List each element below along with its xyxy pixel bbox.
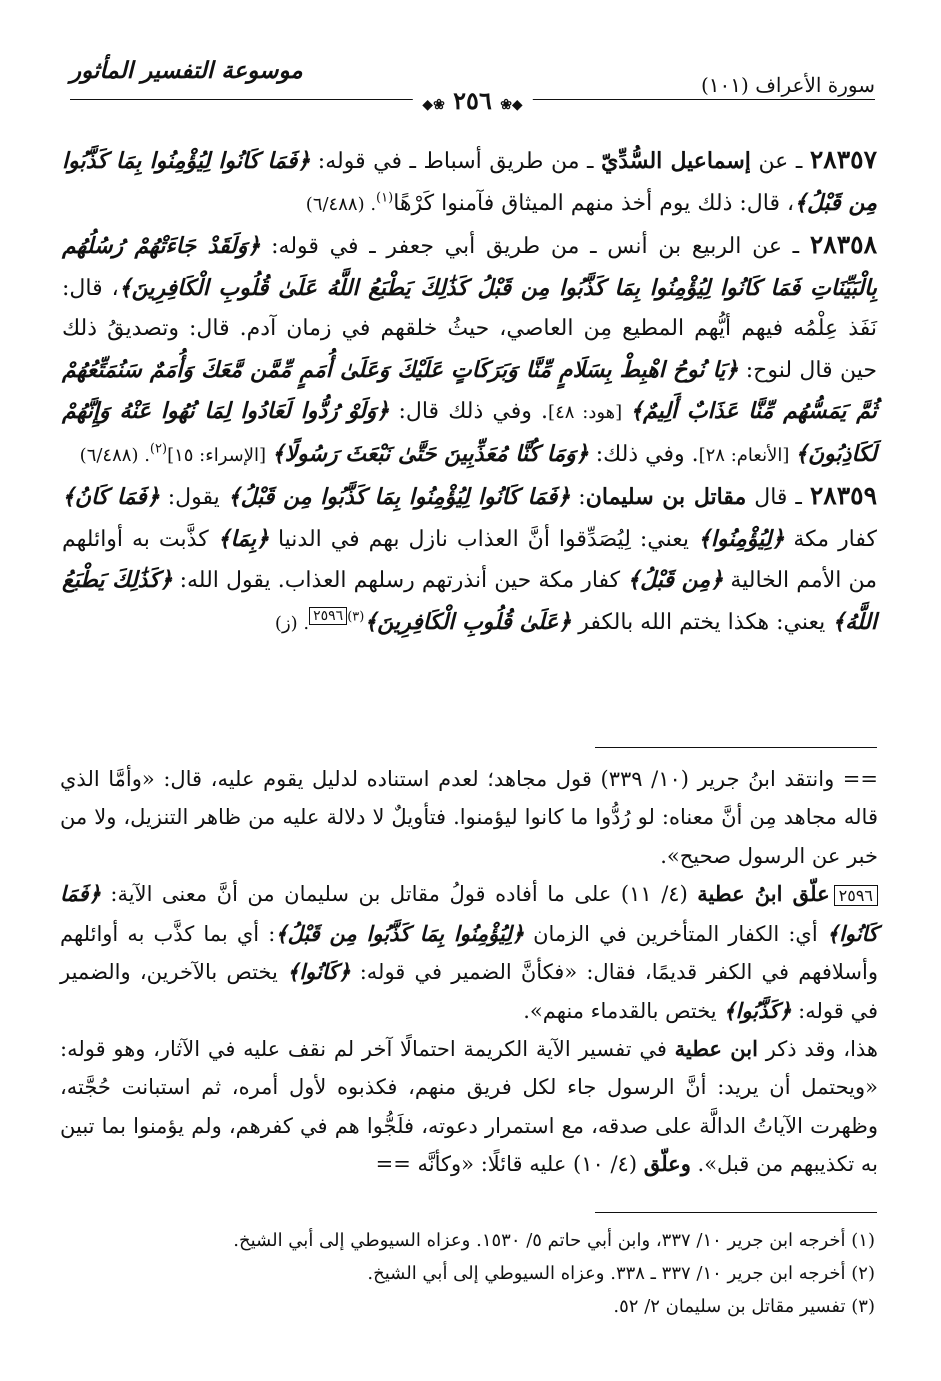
entry-number: ٢٨٣٥٧	[809, 145, 877, 174]
text: ـ قال	[746, 485, 810, 510]
text: يعني: هكذا يختم الله بالكفر	[571, 609, 833, 635]
entry-number: ٢٨٣٥٨	[809, 230, 878, 259]
commentary-notes	[60, 760, 878, 1183]
footnotes-divider	[595, 1212, 877, 1213]
footnote: (١) أخرجه ابن جرير ١٠/ ٣٣٧، وابن أبي حاتم ٥/ ١٥٣٠. وعزاه السيوطي إلى أبي الشيخ.	[233, 1230, 875, 1251]
quran-verse: ﴿كَذَّبُوا﴾	[723, 997, 792, 1023]
text: كفار مكة حين أنذرتهم رسلهم العذاب. يقول الله:	[172, 568, 628, 593]
text: في تفسير الآية الكريمة احتمالًا آخر لم نقف عليه في الآثار، وهو قوله: «ويحتمل أن يريد: أنَّ الرسول جاء لكل فريق منهم، فكذبوه لأول أمره، ثم استبانت حُجَّته، وظهرت الآياتُ الدالَّة على صدقه، مع استمرار دعوته، فلَجُّوا هم في كفرهم، ولم يؤمنوا بما تبين به تكذيبهم من قبل».	[60, 1037, 878, 1176]
surah-title: سورة الأعراف (١٠١)	[700, 73, 875, 97]
quran-verse: ﴿عَلَىٰ قُلُوبِ الْكَافِرِينَ﴾	[364, 608, 572, 635]
footnote-marker: (١)	[376, 190, 394, 206]
volume-reference: . (٦/٤٨٨)	[305, 193, 377, 215]
comment-box-number: ٢٥٩٦	[834, 885, 878, 906]
footnote-marker: (٣)	[347, 609, 365, 625]
ornament-icon: ❀◆	[422, 97, 445, 113]
volume-reference: . (ز)	[274, 612, 310, 634]
text: كفار مكة	[784, 526, 877, 552]
narrator-name: إسماعيل السُّدِّيّ	[601, 148, 751, 174]
text: ـ عن الربيع بن أنس ـ من طريق أبي جعفر ـ في قوله:	[260, 234, 810, 259]
text: كذَّبت به أوائلهم من الأمم الخالية	[62, 526, 878, 593]
entry-28358	[62, 225, 877, 476]
page-header	[70, 55, 875, 115]
footnote-marker: (٢)	[149, 441, 168, 457]
entry-number: ٢٨٣٥٩	[809, 481, 878, 510]
note-paragraph	[60, 875, 878, 1030]
text: : أي بما كذَّب به أوائلهم وأسلافهم في الكفر قديمًا، فقال: «فكأنَّ الضمير في قوله:	[60, 922, 879, 985]
text: يختص بالقدماء منهم».	[523, 998, 724, 1023]
quran-verse: ﴿لِيُؤْمِنُوا﴾	[697, 525, 785, 552]
text: . وفي ذلك:	[588, 441, 699, 467]
text: ـ من طريق أسباط ـ في قوله:	[310, 149, 602, 174]
text: وانتقد ابنُ جرير (١٠/ ٣٣٩) قول مجاهد؛ لعدم استناده لدليل يقوم عليه، قال: «وأمَّا الذي قاله مجاهد مِن أنَّ معناه: لو رُدُّوا ما كانوا ليؤمنوا. فتأويلٌ لا دلالة عليه من ظاهر التنزيل، ولا من خبر عن الرسول صحيح».	[60, 767, 878, 868]
quran-verse: ﴿وَلَوْ رُدُّوا لَعَادُوا لِمَا نُهُوا عَنْهُ وَإِنَّهُمْ لَكَاذِبُونَ﴾	[62, 398, 877, 467]
verse-reference: [هود: ٤٨]	[548, 402, 631, 423]
verse-reference: [الإسراء: ١٥]	[167, 444, 272, 466]
text: ، قال: نَفَذ عِلْمُه فيهم أيُّهم المطيع مِن العاصي، حيثُ خلقهم في زمان آدم. قال: وتصديقُ ذلك حين قال لنوح:	[62, 275, 877, 383]
quran-verse: ﴿يَا نُوحُ اهْبِطْ بِسَلَامٍ مِّنَّا وَبَرَكَاتٍ عَلَيْكَ وَعَلَىٰ أُمَمٍ مِّمَّن مَّعَكَ وَأُمَمٌ سَنُمَتِّعُهُمْ ثُمَّ يَمَسُّهُم مِّنَّا عَذَابٌ أَلِيمٌ﴾	[62, 356, 877, 424]
quran-verse: ﴿بِمَا﴾	[217, 525, 269, 552]
text: (٤/ ١٠) عليه قائلًا: «وكأنَّه ==	[375, 1151, 644, 1176]
comment-box-number: ٢٥٩٦	[309, 607, 347, 625]
quran-verse: ﴿وَلَقَدْ جَاءَتْهُمْ رُسُلُهُم بِالْبَيِّنَاتِ فَمَا كَانُوا لِيُؤْمِنُوا بِمَا كَذَّبُوا مِن قَبْلُ كَذَٰلِكَ يَطْبَعُ اللَّهُ عَلَىٰ قُلُوبِ الْكَافِرِينَ﴾	[62, 233, 877, 301]
text: علّق ابنُ عطية	[697, 880, 830, 906]
text: هذا، وقد ذكر	[757, 1037, 879, 1062]
quran-verse: ﴿فَمَا كَانُ﴾	[62, 484, 160, 510]
footnotes	[60, 1224, 875, 1323]
text: أي: الكفار المتأخرين في الزمان	[524, 922, 827, 947]
continuation-mark: ==	[834, 767, 878, 791]
footnote: (٣) تفسير مقاتل بن سليمان ٢/ ٥٢.	[613, 1296, 875, 1317]
text: ابن عطية	[674, 1036, 758, 1062]
main-text	[62, 140, 877, 644]
text: يقول:	[159, 485, 228, 510]
quran-verse: ﴿فَمَا كَانُوا﴾	[60, 880, 878, 947]
text: ـ عن	[750, 149, 810, 174]
quran-verse: ﴿فَمَا كَانُوا لِيُؤْمِنُوا بِمَا كَذَّبُوا مِن قَبْلُ﴾	[227, 484, 571, 510]
text: (٤/ ١١) على ما أفاده قولُ مقاتل بن سليمان من أنَّ معنى الآية:	[100, 881, 698, 906]
text: ، قال: ذلك يوم أخذ منهم الميثاق فآمنوا كَرْهًا	[393, 190, 795, 216]
entry-28359	[62, 476, 877, 644]
entry-28357	[62, 140, 877, 225]
narrator-name: مقاتل بن سليمان	[585, 484, 747, 510]
text: . وفي ذلك قال:	[389, 399, 549, 424]
footnote: (٢) أخرجه ابن جرير ١٠/ ٣٣٧ ـ ٣٣٨. وعزاه السيوطي إلى أبي الشيخ.	[367, 1263, 875, 1284]
text: :	[570, 485, 586, 510]
quran-verse: ﴿لِيُؤْمِنُوا بِمَا كَذَّبُوا مِن قَبْلُ﴾	[275, 921, 525, 947]
ornament-icon: ◆❀	[500, 97, 523, 113]
verse-reference: [الأنعام: ٢٨]	[698, 444, 796, 466]
note-paragraph	[60, 760, 878, 875]
text: يعني: لِيُصَدِّقوا أنَّ العذاب نازل بهم في الدنيا	[268, 526, 698, 552]
quran-verse: ﴿مِن قَبْلُ﴾	[627, 567, 724, 593]
notes-divider	[595, 747, 877, 748]
quran-verse: ﴿فَمَا كَانُوا لِيُؤْمِنُوا بِمَا كَذَّبُوا مِن قَبْلُ﴾	[62, 148, 877, 216]
volume-reference: . (٦/٤٨٨)	[79, 444, 150, 466]
text: وعلّق	[643, 1150, 691, 1176]
page-number: ٢٥٦	[453, 86, 492, 115]
text: يختص بالآخرين، والضمير في قوله:	[60, 960, 878, 1023]
page-number-block	[412, 86, 532, 115]
quran-verse: ﴿كَانُوا﴾	[287, 959, 351, 985]
note-paragraph	[60, 1030, 878, 1183]
quran-verse: ﴿كَذَٰلِكَ يَطْبَعُ اللَّهُ﴾	[62, 567, 877, 635]
quran-verse: ﴿وَمَا كُنَّا مُعَذِّبِينَ حَتَّىٰ نَبْعَثَ رَسُولًا﴾	[271, 440, 589, 467]
book-title: موسوعة التفسير المأثور	[70, 57, 303, 84]
